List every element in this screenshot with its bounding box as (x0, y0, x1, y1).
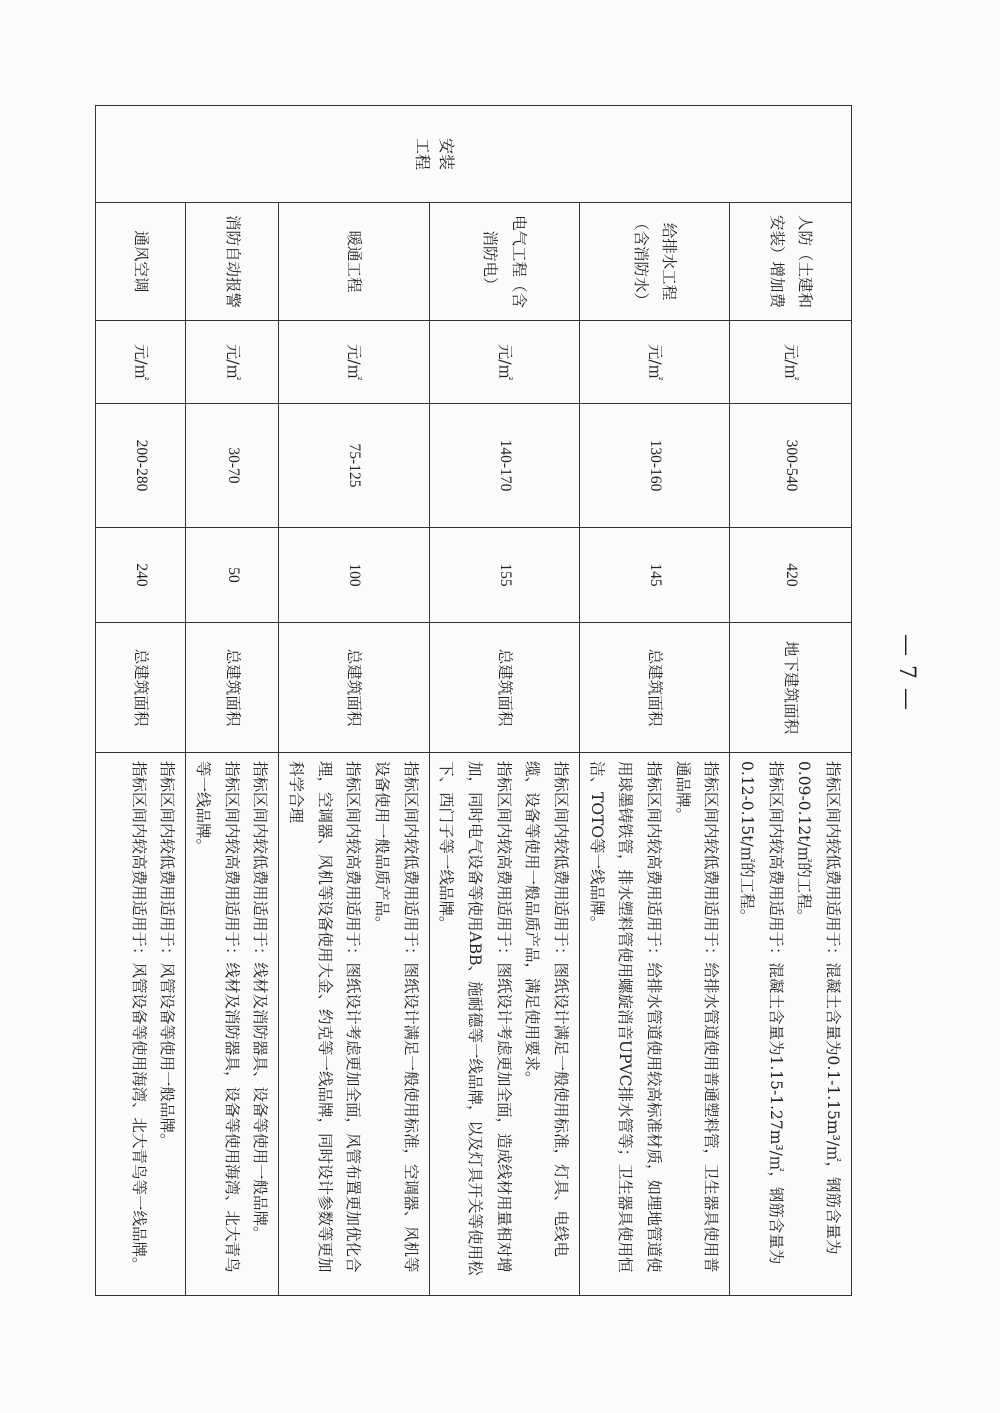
item-unit: 元/㎡ (579, 321, 729, 404)
item-description (96, 753, 186, 1296)
item-range: 130-160 (579, 404, 729, 528)
table-row (186, 106, 279, 1296)
desc-high: 指标区间内较高费用适用于：给排水管道使用较高标准材质，如埋地管道使用球墨铸铁管，排水塑料管使用螺旋消音UPVC排水管等；卫生器具使用恒洁、TOTO等一线品牌。 (587, 761, 663, 1273)
item-name: 暖通工程 (279, 203, 429, 321)
item-basis: 总建筑面积 (429, 623, 579, 753)
desc-high: 指标区间内较高费用适用于：线材及消防器具，设备等使用海湾、北大青鸟等一线品牌。 (193, 761, 241, 1273)
desc-low: 指标区间内较低费用适用于：线材及消防器具、设备等使用一般品牌。 (251, 761, 270, 1242)
table-row (96, 106, 186, 1296)
item-basis: 总建筑面积 (186, 623, 279, 753)
item-description (579, 753, 729, 1296)
item-name: 消防自动报警 (186, 203, 279, 321)
item-unit: 元/㎡ (730, 321, 852, 404)
section-label: 安装工程 (412, 137, 456, 170)
item-value: 50 (186, 528, 279, 623)
cost-index-table-frame (129, 105, 852, 1295)
desc-high: 指标区间内较高费用适用于：混凝土含量为1.15-1.27m³/㎡，钢筋含量为0.12-0.15t/㎡的工程。 (737, 761, 785, 1265)
item-name: 电气工程（含消防电） (429, 203, 579, 321)
item-name: 通风空调 (96, 203, 186, 321)
desc-high: 指标区间内较高费用适用于：图纸设计考虑更加全面，造成线材用量相对增加，同时电气设备等使用ABB、施耐德等一线品牌，以及灯具开关等使用松下、西门子等一线品牌。 (437, 761, 513, 1276)
item-name: 给排水工程（含消防水） (579, 203, 729, 321)
item-range: 75-125 (279, 404, 429, 528)
item-description (279, 753, 429, 1296)
item-unit: 元/㎡ (279, 321, 429, 404)
item-value: 145 (579, 528, 729, 623)
desc-high: 指标区间内较高费用适用于：风管设备等使用海湾、北大青鸟等一线品牌。 (129, 761, 148, 1273)
item-value: 240 (96, 528, 186, 623)
section-cell (96, 106, 852, 203)
item-unit: 元/㎡ (186, 321, 279, 404)
item-description (186, 753, 279, 1296)
item-value: 155 (429, 528, 579, 623)
item-name: 人防（土建和安装）增加费 (730, 203, 852, 321)
item-range: 30-70 (186, 404, 279, 528)
page-number: — 7 — (893, 634, 919, 711)
desc-low: 指标区间内较低费用适用于：混凝土含量为0.1-1.15m³/㎡，钢筋含量为0.09-0.12t/㎡的工程。 (795, 761, 842, 1255)
item-unit: 元/㎡ (429, 321, 579, 404)
item-basis: 地下建筑面积 (730, 623, 852, 753)
item-range: 300-540 (730, 404, 852, 528)
table-row (579, 106, 729, 1296)
item-basis: 总建筑面积 (96, 623, 186, 753)
desc-low: 指标区间内较低费用适用于：给排水管道使用普通塑料管，卫生器具使用普通品牌。 (673, 761, 721, 1273)
item-description (730, 753, 852, 1296)
item-unit: 元/㎡ (96, 321, 186, 404)
item-value: 100 (279, 528, 429, 623)
table-row (429, 106, 579, 1296)
desc-low: 指标区间内较低费用适用于：风管设备等使用一般品牌。 (158, 761, 177, 1149)
item-basis: 总建筑面积 (579, 623, 729, 753)
desc-low: 指标区间内较低费用适用于：图纸设计满足一般使用标准，空调器、风机等设备使用一般品质产品。 (372, 761, 420, 1273)
item-basis: 总建筑面积 (279, 623, 429, 753)
item-range: 140-170 (429, 404, 579, 528)
table-row (730, 106, 852, 1296)
table-row (279, 106, 429, 1296)
desc-high: 指标区间内较高费用适用于：图纸设计考虑更加全面，风管布置更加优化合理，空调器、风机等设备使用大金、约克等一线品牌，同时设计参数等更加科学合理 (286, 761, 363, 1273)
item-value: 420 (730, 528, 852, 623)
cost-index-table (95, 105, 852, 1296)
desc-low: 指标区间内较低费用适用于：图纸设计满足一般使用标准，灯具、电线电缆、设备等使用一般品质产品，满足使用要求。 (523, 761, 570, 1258)
item-range: 200-280 (96, 404, 186, 528)
item-description (429, 753, 579, 1296)
